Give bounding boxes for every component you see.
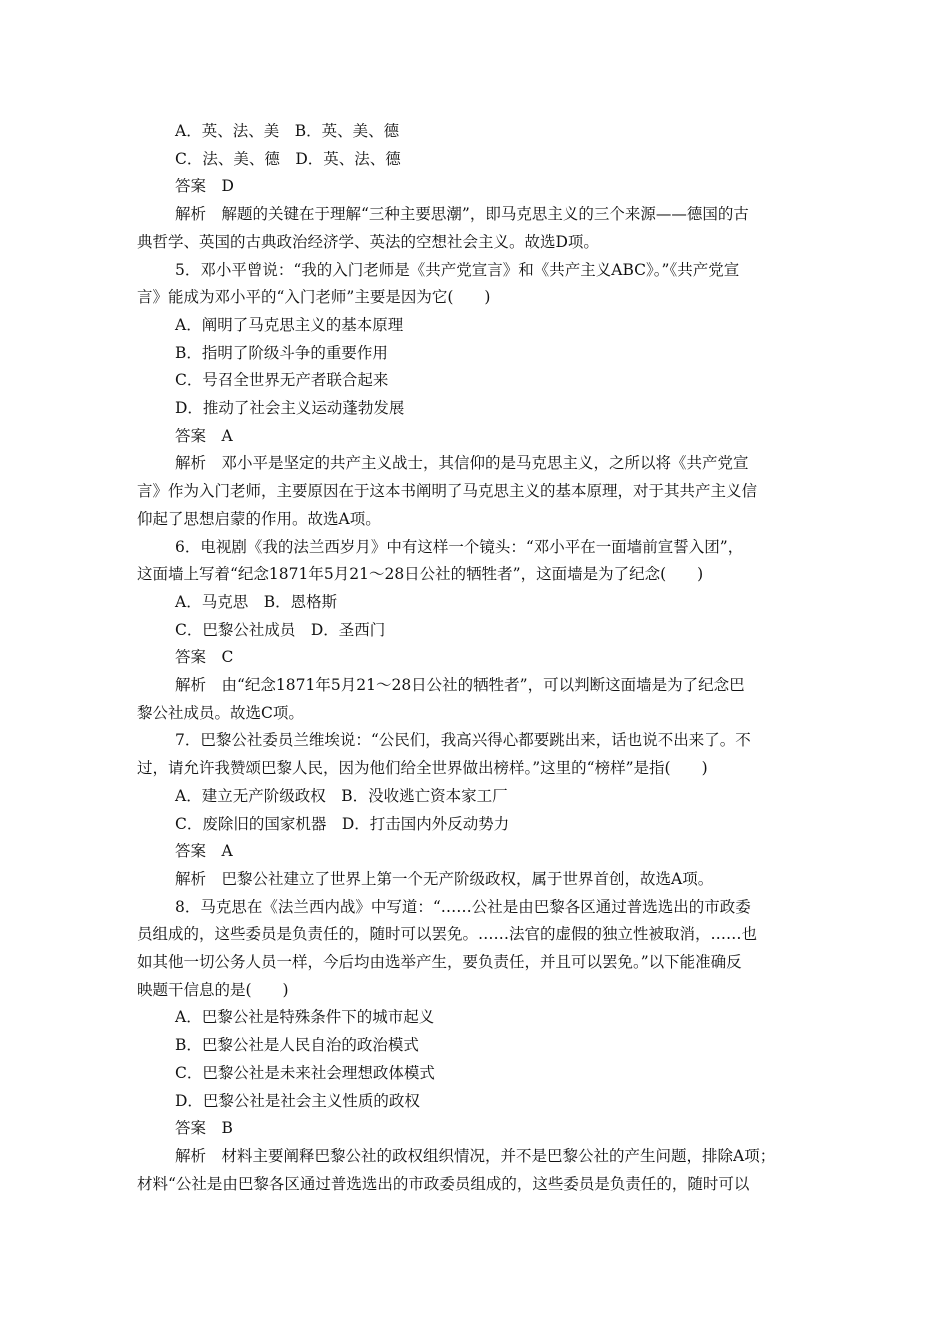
text-line: A．英、法、美 B．英、美、德: [175, 122, 400, 140]
text-line: D．巴黎公社是社会主义性质的政权: [175, 1091, 420, 1110]
text-line: C．号召全世界无产者联合起来: [175, 371, 389, 390]
text-line: 仰起了思想启蒙的作用。故选A项。: [137, 509, 381, 528]
text-line: 解析 材料主要阐释巴黎公社的政权组织情况，并不是巴黎公社的产生问题，排除A项；: [175, 1146, 776, 1165]
text-line: 答案 C: [175, 648, 234, 667]
text-line: 黎公社成员。故选C项。: [137, 703, 304, 722]
text-line: C．废除旧的国家机器 D．打击国内外反动势力: [175, 814, 510, 833]
text-line: 答案 B: [175, 1119, 233, 1138]
text-line: 答案 D: [175, 177, 234, 196]
text-line: 7．巴黎公社委员兰维埃说：“公民们，我高兴得心都要跳出来，话也说不出来了。不: [175, 731, 751, 750]
text-line: 材料“公社是由巴黎各区通过普选选出的市政委员组成的，这些委员是负责任的，随时可以: [137, 1174, 750, 1193]
text-line: 如其他一切公务人员一样，今后均由选举产生，要负责任，并且可以罢免。”以下能准确反: [137, 953, 742, 971]
text-line: 解析 解题的关键在于理解“三种主要思潮”，即马克思主义的三个来源——德国的古: [175, 205, 749, 224]
text-line: 解析 巴黎公社建立了世界上第一个无产阶级政权，属于世界首创，故选A项。: [175, 869, 714, 888]
text-line: 言》能成为邓小平的“入门老师”主要是因为它( ): [137, 288, 491, 307]
text-line: 6．电视剧《我的法兰西岁月》中有这样一个镜头：“邓小平在一面墙前宣誓入团”，: [175, 537, 744, 556]
text-line: 典哲学、英国的古典政治经济学、英法的空想社会主义。故选D项。: [137, 232, 599, 251]
text-line: B．指明了阶级斗争的重要作用: [175, 343, 388, 362]
text-line: 答案 A: [175, 426, 233, 445]
text-line: C．法、美、德 D．英、法、德: [175, 149, 401, 168]
text-line: 映题干信息的是( ): [137, 980, 289, 999]
text-line: B．巴黎公社是人民自治的政治模式: [175, 1036, 419, 1055]
text-line: A．阐明了马克思主义的基本原理: [175, 315, 404, 334]
text-line: A．巴黎公社是特殊条件下的城市起义: [175, 1008, 435, 1027]
text-line: 过，请允许我赞颂巴黎人民，因为他们给全世界做出榜样。”这里的“榜样”是指( ): [137, 759, 708, 778]
text-line: C．巴黎公社成员 D．圣西门: [175, 620, 386, 639]
text-line: D．推动了社会主义运动蓬勃发展: [175, 399, 405, 417]
text-line: 8．马克思在《法兰西内战》中写道：“……公社是由巴黎各区通过普选选出的市政委: [175, 897, 751, 916]
text-line: 5．邓小平曾说：“我的入门老师是《共产党宣言》和《共产主义ABC》。”《共产党宣: [175, 260, 740, 279]
text-line: 言》作为入门老师，主要原因在于这本书阐明了马克思主义的基本原理，对于其共产主义信: [137, 482, 758, 501]
text-line: A．马克思 B．恩格斯: [175, 592, 338, 611]
text-line: 员组成的，这些委员是负责任的，随时可以罢免。……法官的虚假的独立性被取消，……也: [137, 925, 758, 944]
text-line: 答案 A: [175, 842, 233, 861]
text-line: 解析 由“纪念1871年5月21～28日公社的牺牲者”，可以判断这面墙是为了纪念巴: [175, 676, 745, 694]
text-line: 解析 邓小平是坚定的共产主义战士，其信仰的是马克思主义，之所以将《共产党宣: [175, 454, 749, 473]
text-line: C．巴黎公社是未来社会理想政体模式: [175, 1063, 435, 1082]
text-line: 这面墙上写着“纪念1871年5月21～28日公社的牺牲者”，这面墙是为了纪念( ): [137, 565, 704, 584]
text-line: A．建立无产阶级政权 B．没收逃亡资本家工厂: [175, 786, 508, 805]
